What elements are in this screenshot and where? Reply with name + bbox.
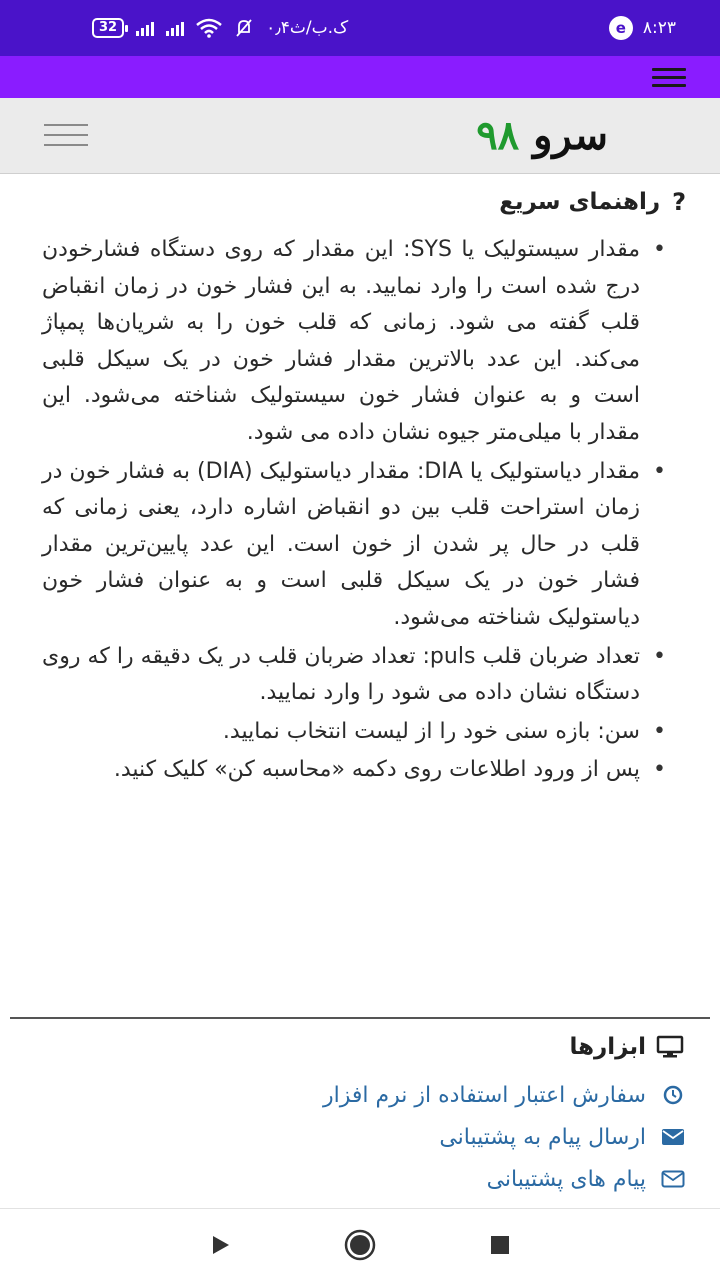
network-speed: ۰٫۴ک.ب/ث <box>266 18 349 38</box>
question-icon: ? <box>672 188 686 216</box>
wifi-icon <box>196 18 222 38</box>
brand-number: ۹۸ <box>476 112 520 159</box>
recents-icon[interactable] <box>480 1225 520 1265</box>
monitor-icon <box>656 1035 684 1059</box>
battery-icon: 32 <box>92 18 124 38</box>
divider <box>10 1017 710 1019</box>
status-right <box>609 16 676 40</box>
tools-title: ابزارها <box>569 1034 646 1060</box>
clock-icon <box>662 1084 684 1106</box>
clock-time: ۸:۲۳ <box>642 18 676 38</box>
main-content <box>0 174 720 1208</box>
site-header <box>0 98 720 174</box>
tool-link-send-message[interactable] <box>323 1116 684 1158</box>
guide-list <box>42 232 640 791</box>
list-item: • سن: بازه سنی خود را از لیست انتخاب نمایید. <box>42 714 640 751</box>
app-menu-icon[interactable] <box>652 68 686 88</box>
app-notification-icon: e <box>609 16 633 40</box>
hamburger-menu-icon[interactable] <box>44 124 88 150</box>
back-icon[interactable] <box>200 1225 240 1265</box>
list-item: • مقدار سیستولیک یا SYS: این مقدار که روی دستگاه فشارخودن درج شده است را وارد نمایید. به این فشار خون در زمان انقباض قلب گفته می شود. زمانی که قلب خون را به شریان‌ها پمپاژ می‌کند. این عدد بالاترین مقدار فشار خون در یک سیکل قلبی است و به عنوان فشار خون سیستولیک شناخته می‌شود. این مقدار با میلی‌متر جیوه نشان داده می شود. <box>42 232 640 452</box>
home-icon[interactable] <box>340 1225 380 1265</box>
tool-link-label: پیام های پشتیبانی <box>486 1166 646 1192</box>
guide-title: راهنمای سریع <box>499 189 661 215</box>
status-bar <box>0 0 720 56</box>
list-item: • پس از ورود اطلاعات روی دکمه «محاسبه کن» کلیک کنید. <box>42 752 640 789</box>
site-logo[interactable] <box>476 112 608 159</box>
tools-heading <box>569 1034 684 1060</box>
tool-link-order-credit[interactable] <box>323 1074 684 1116</box>
system-navigation-bar <box>0 1208 720 1280</box>
tool-link-label: سفارش اعتبار استفاده از نرم افزار <box>322 1082 646 1108</box>
signal-icon-2 <box>166 20 184 36</box>
tool-link-support-messages[interactable] <box>323 1158 684 1200</box>
tool-link-label: ارسال پیام به پشتیبانی <box>439 1124 646 1150</box>
list-item: • مقدار دیاستولیک یا DIA: مقدار دیاستولیک (DIA) به فشار خون در زمان استراحت قلب بین دو انقباض اشاره دارد، یعنی زمانی که قلب در حال پر شدن از خون است. این عدد پایین‌ترین مقدار فشار خون در یک سیکل قلبی است و به عنوان فشار خون دیاستولیک شناخته می‌شود. <box>42 454 640 637</box>
guide-heading <box>499 188 686 216</box>
envelope-filled-icon <box>662 1126 684 1148</box>
signal-icon <box>136 20 154 36</box>
envelope-outline-icon <box>662 1168 684 1190</box>
list-item: • تعداد ضربان قلب puls: تعداد ضربان قلب در یک دقیقه را که روی دستگاه نشان داده می شود را وارد نمایید. <box>42 639 640 712</box>
app-bar <box>0 56 720 98</box>
status-indicators <box>92 18 348 38</box>
bell-muted-icon <box>234 18 254 38</box>
brand-word: سرو <box>533 112 608 159</box>
